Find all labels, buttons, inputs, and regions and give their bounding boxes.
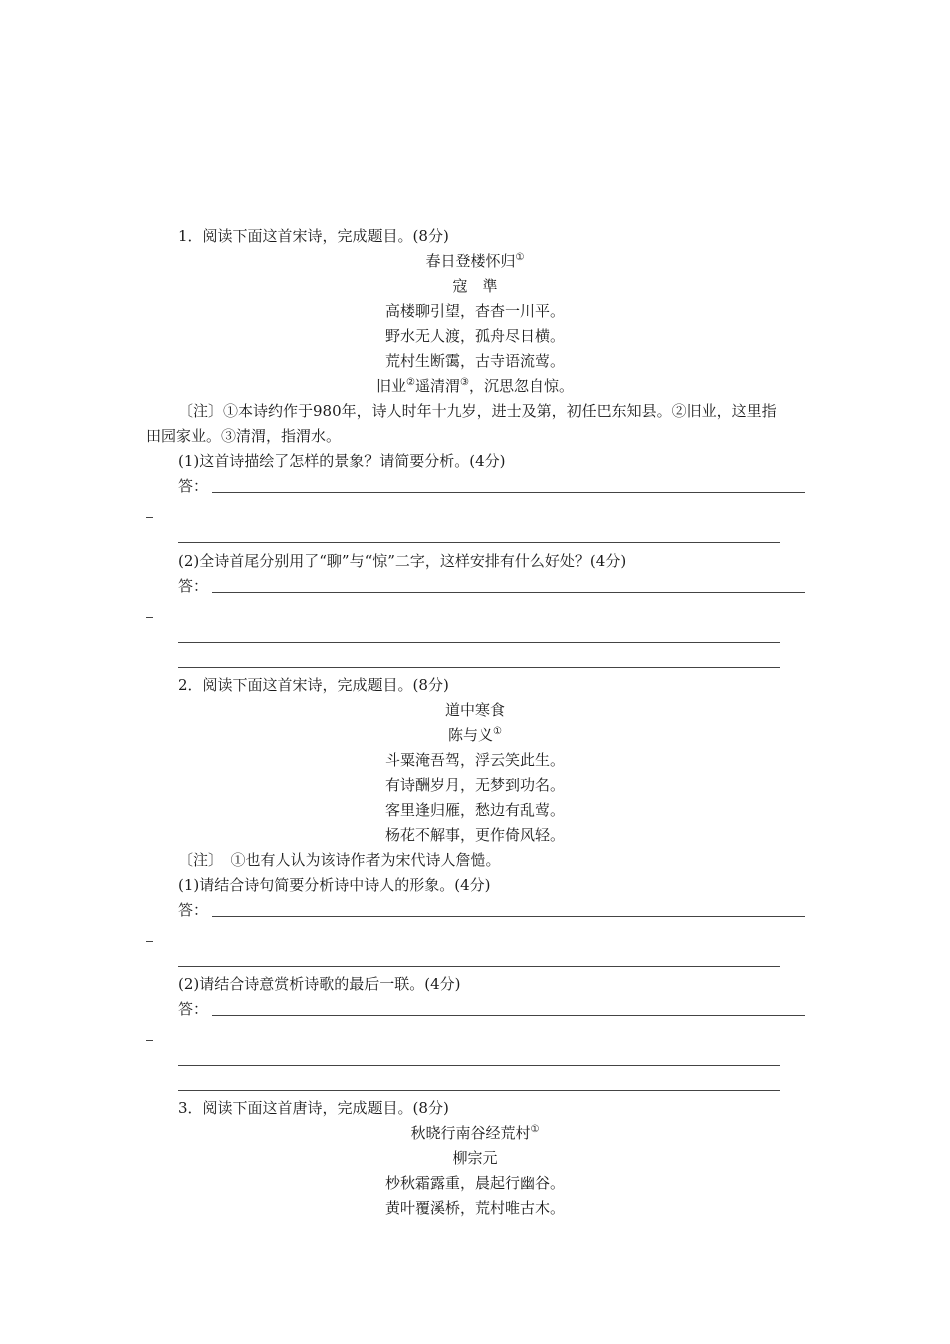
q2-note: 〔注〕 ①也有人认为该诗作者为宋代诗人詹慥。 [178,851,501,869]
q2-poem-title: 道中寒食 [444,701,505,719]
q1-poem-line: 野水无人渡，孤舟尽日横。 [384,327,565,345]
answer-line[interactable] [178,966,780,967]
q3-poem-author: 柳宗元 [452,1149,498,1167]
answer-line[interactable] [178,1065,780,1066]
answer-line[interactable] [178,542,780,543]
q1-subquestion-2: (2)全诗首尾分别用了“聊”与“惊”二字，这样安排有什么好处？(4分) [178,552,627,570]
q1-poem-title: 春日登楼怀归① [425,252,525,270]
q1-intro: 1．阅读下面这首宋诗，完成题目。(8分) [178,227,449,245]
answer-line[interactable] [178,1090,780,1091]
answer-line[interactable] [212,492,805,493]
answer-line-marker [146,1040,153,1041]
q2-poem-line: 客里逢归雁，愁边有乱莺。 [384,801,565,819]
q3-poem-title: 秋晓行南谷经荒村① [410,1124,540,1142]
answer-line-marker [146,941,153,942]
q2-poem-line: 杨花不解事，更作倚风轻。 [384,826,565,844]
q1-note-continued: 田园家业。③清渭，指渭水。 [146,427,342,445]
q1-subquestion-1: (1)这首诗描绘了怎样的景象？请简要分析。(4分) [178,452,506,470]
answer-line[interactable] [212,1015,805,1016]
answer-line[interactable] [178,642,780,643]
q1-poem-line: 高楼聊引望，杳杳一川平。 [384,302,565,320]
q3-poem-line: 黄叶覆溪桥，荒村唯古木。 [384,1199,565,1217]
answer-line[interactable] [178,667,780,668]
q2-intro: 2．阅读下面这首宋诗，完成题目。(8分) [178,676,449,694]
q2-poem-line: 有诗酬岁月，无梦到功名。 [384,776,565,794]
answer-label: 答： [178,477,209,495]
answer-line-marker [146,617,153,618]
answer-line[interactable] [212,916,805,917]
q2-subquestion-1: (1)请结合诗句简要分析诗中诗人的形象。(4分) [178,876,491,894]
answer-line-marker [146,517,153,518]
q1-poem-line: 旧业②遥清渭③，沉思忽自惊。 [376,377,574,395]
q3-intro: 3．阅读下面这首唐诗，完成题目。(8分) [178,1099,449,1117]
q3-poem-line: 杪秋霜露重，晨起行幽谷。 [384,1174,565,1192]
answer-label: 答： [178,901,209,919]
q2-poem-author: 陈与义① [448,726,502,744]
answer-line[interactable] [212,592,805,593]
q2-poem-line: 斗粟淹吾驾，浮云笑此生。 [384,751,565,769]
q1-poem-line: 荒村生断霭，古寺语流莺。 [384,352,565,370]
q1-note: 〔注〕①本诗约作于980年，诗人时年十九岁，进士及第，初任巴东知县。②旧业，这里指 [178,402,777,420]
answer-label: 答： [178,577,209,595]
q1-poem-author: 寇 準 [452,277,498,295]
answer-label: 答： [178,1000,209,1018]
q2-subquestion-2: (2)请结合诗意赏析诗歌的最后一联。(4分) [178,975,461,993]
